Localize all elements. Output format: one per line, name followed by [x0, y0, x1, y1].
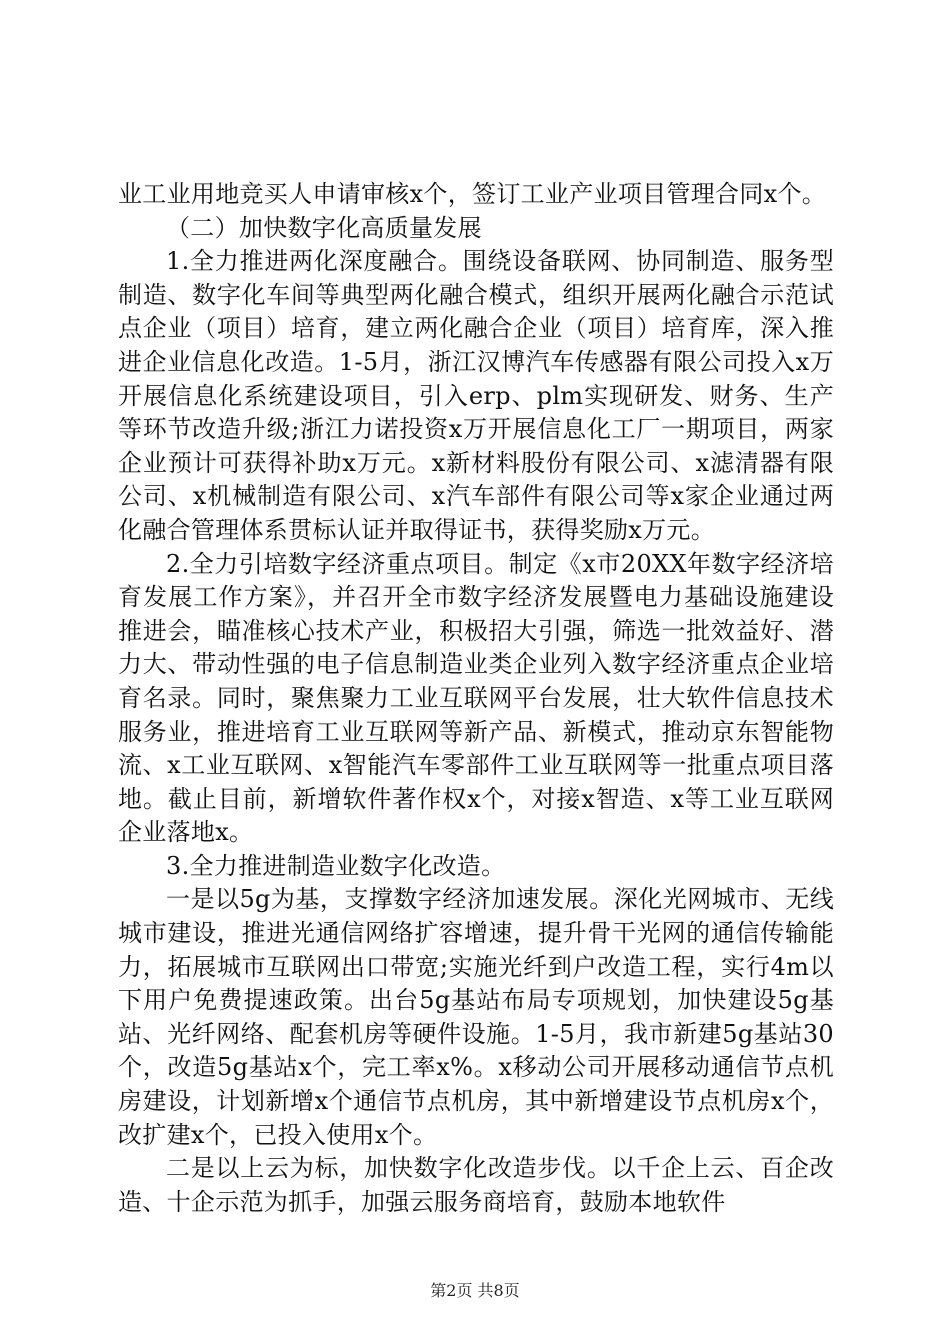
section-heading: （二）加快数字化高质量发展: [166, 213, 482, 242]
paragraph-cloud: 二是以上云为标，加快数字化改造步伐。以千企上云、百企改造、十企示范为抓手，加强云服务商培育，鼓励本地软件: [118, 1154, 834, 1216]
paragraph-continuation: 业工业用地竞买人申请审核x个，签订工业产业项目管理合同x个。: [118, 180, 827, 208]
paragraph-item-2: 2.全力引培数字经济重点项目。制定《x市20XX年数字经济培育发展工作方案》，并召开全市数字经济发展暨电力基础设施建设推进会，瞄准核心技术产业，积极招大引强，筛选一批效益好、潜力大、带动性强的电子信息制造业类企业列入数字经济重点企业培育名录。同时，聚焦聚力工业互联网平台发展，壮大软件信息技术服务业，推进培育工业互联网等新产品、新模式，推动京东智能物流、x工业互联网、x智能汽车零部件工业互联网等一批重点项目落地。截止目前，新增软件著作权x个，对接x智造、x等工业互联网企业落地x。: [118, 549, 834, 847]
page-footer: 第2页 共8页: [430, 1281, 520, 1300]
paragraph-item-3-heading: 3.全力推进制造业数字化改造。: [166, 851, 506, 880]
document-body: [118, 178, 834, 1219]
paragraph-5g: 一是以5g为基，支撑数字经济加速发展。深化光网城市、无线城市建设，推进光通信网络扩容增速，提升骨干光网的通信传输能力，拓展城市互联网出口带宽;实施光纤到户改造工程，实行4m以下用户免费提速政策。出台5g基站布局专项规划，加快建设5g基站、光纤网络、配套机房等硬件设施。1-5月，我市新建5g基站30个，改造5g基站x个，完工率x%。x移动公司开展移动通信节点机房建设，计划新增x个通信节点机房，其中新增建设节点机房x个，改扩建x个，已投入使用x个。: [118, 885, 834, 1149]
paragraph-item-1: 1.全力推进两化深度融合。围绕设备联网、协同制造、服务型制造、数字化车间等典型两化融合模式，组织开展两化融合示范试点企业（项目）培育，建立两化融合企业（项目）培育库，深入推进企业信息化改造。1-5月，浙江汉博汽车传感器有限公司投入x万开展信息化系统建设项目，引入erp、plm实现研发、财务、生产等环节改造升级;浙江力诺投资x万开展信息化工厂一期项目，两家企业预计可获得补助x万元。x新材料股份有限公司、x滤清器有限公司、x机械制造有限公司、x汽车部件有限公司等x家企业通过两化融合管理体系贯标认证并取得证书，获得奖励x万元。: [118, 247, 834, 544]
